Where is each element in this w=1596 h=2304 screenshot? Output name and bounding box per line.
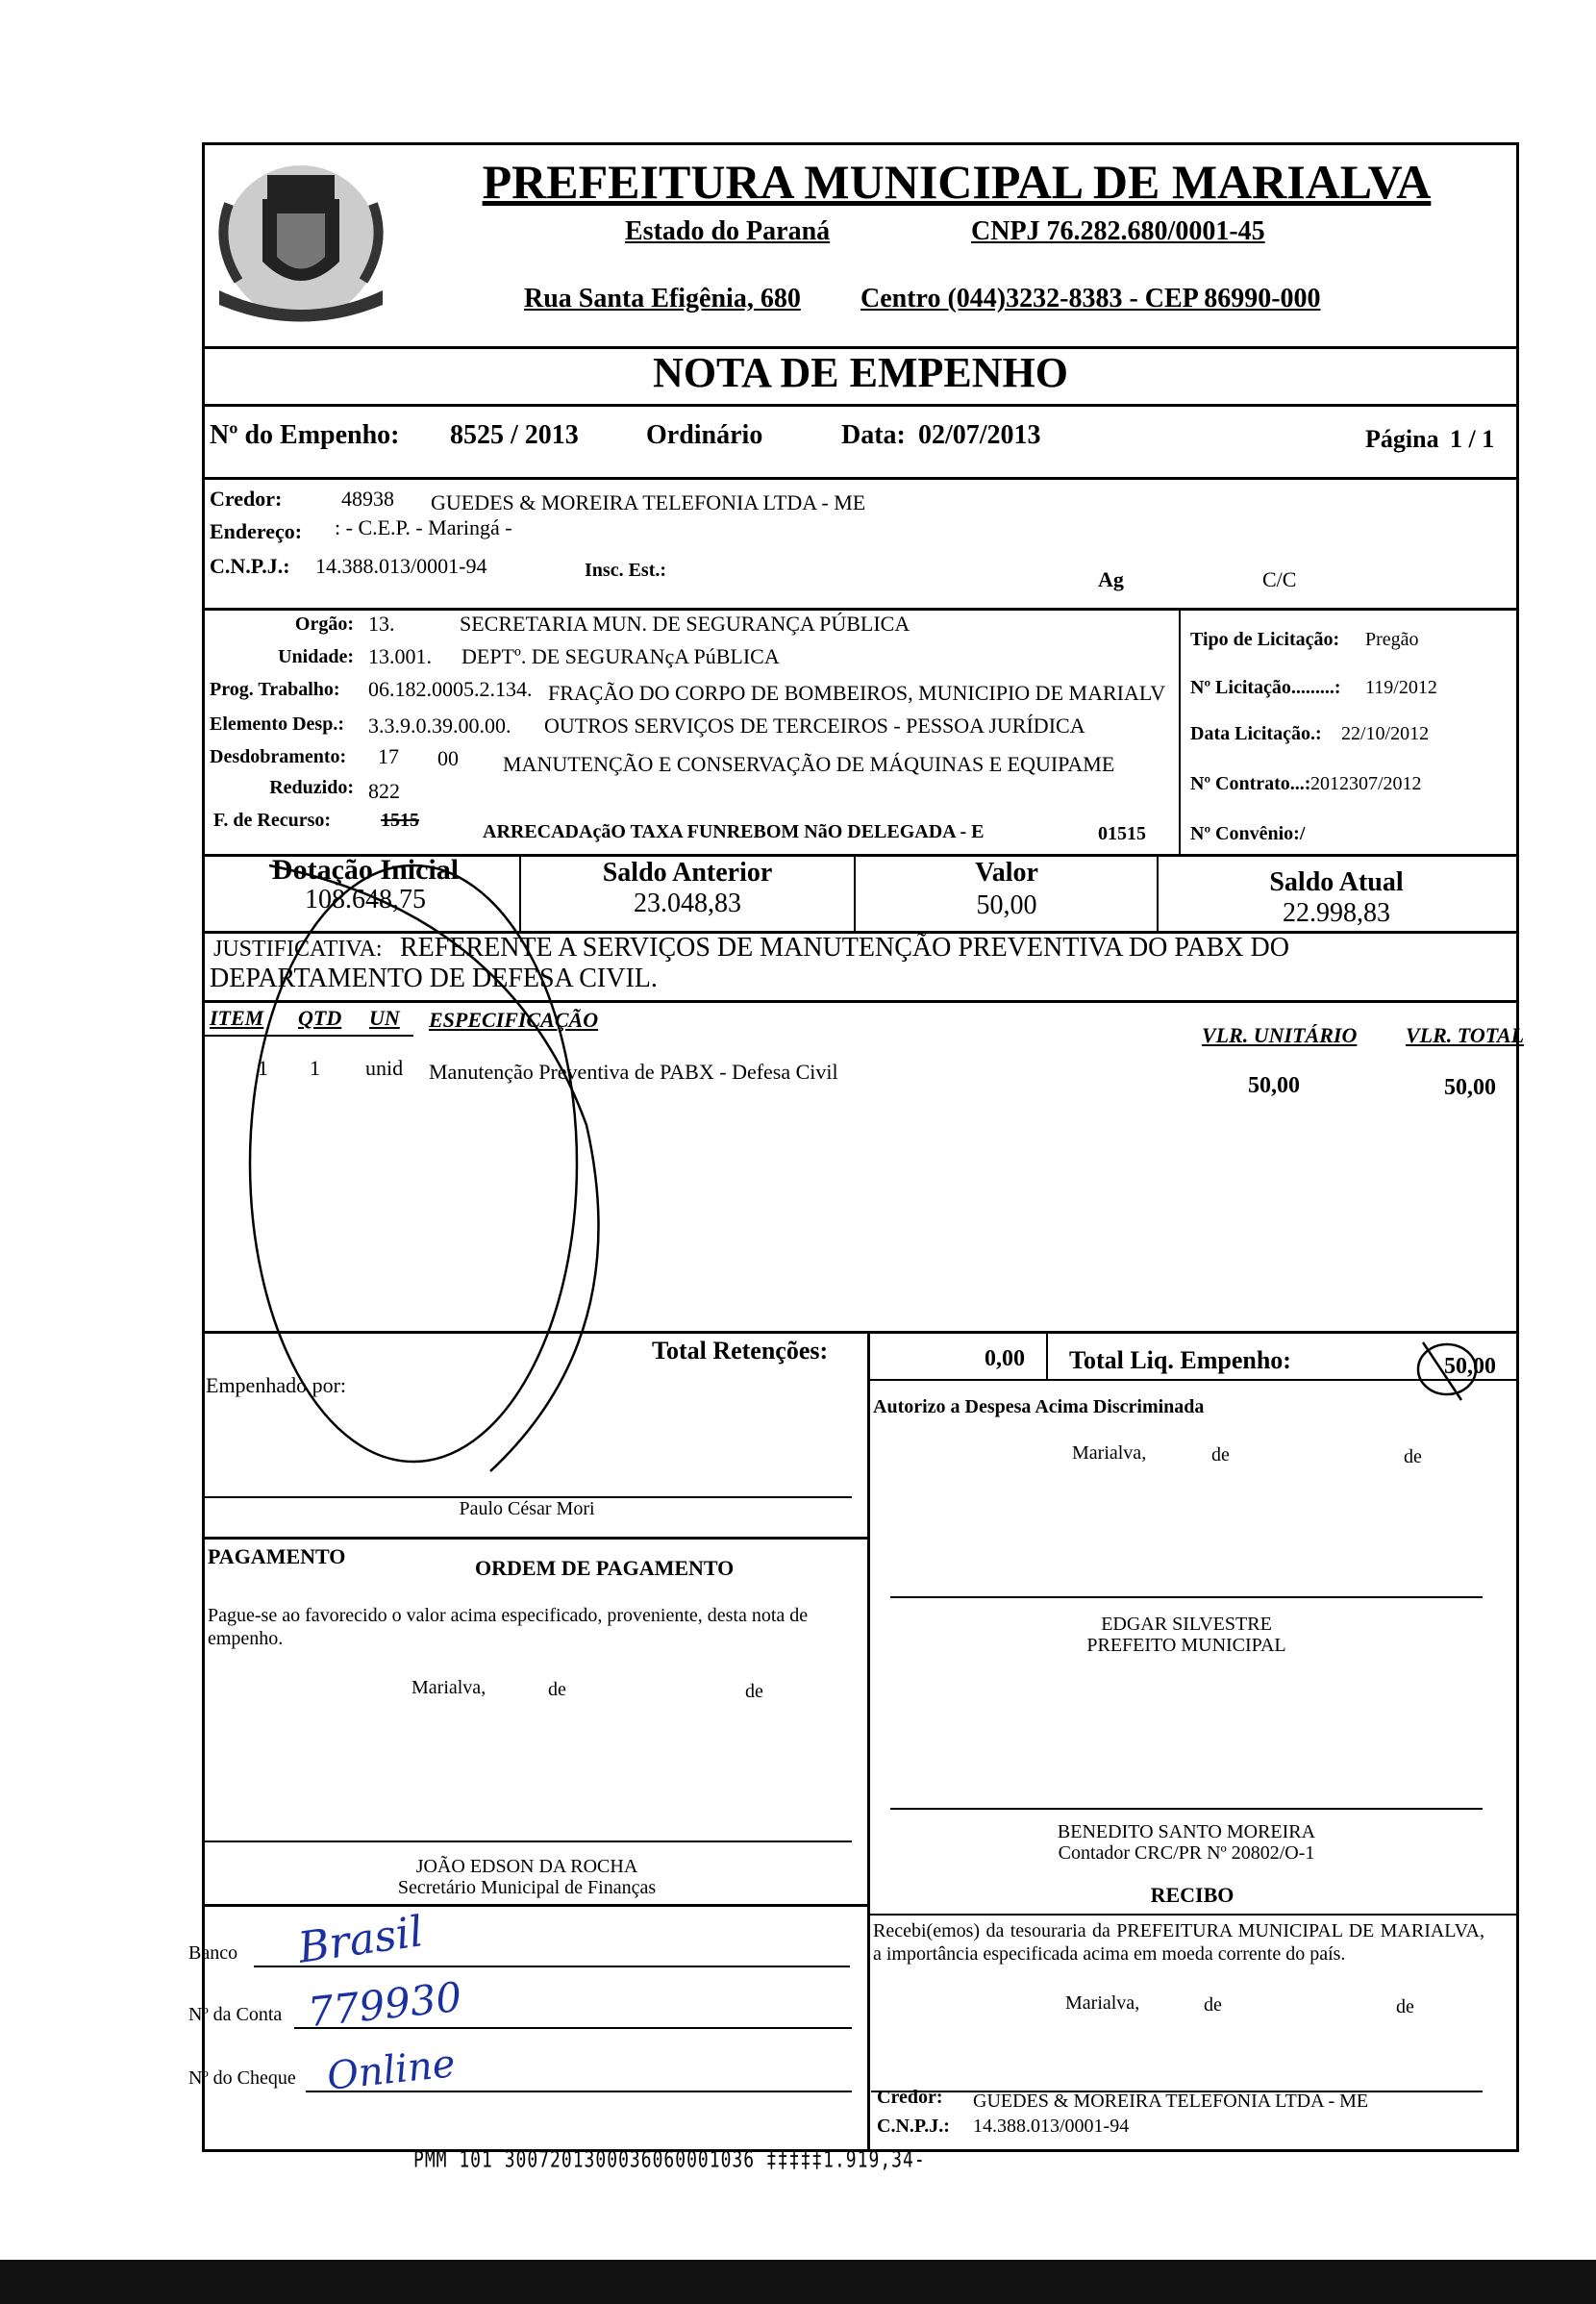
- banco-label: Banco: [188, 1942, 238, 1964]
- unidade-label: Unidade:: [278, 646, 354, 667]
- page-label: Página: [1365, 425, 1439, 453]
- autorizo-text: Autorizo a Despesa Acima Discriminada: [873, 1396, 1205, 1417]
- empenho-label: Nº do Empenho:: [210, 420, 400, 450]
- row-item: 1: [258, 1056, 268, 1080]
- banco-handwritten: Brasil: [295, 1907, 427, 1973]
- cc-label: C/C: [1262, 567, 1297, 591]
- handwritten-oval-mark: [173, 837, 673, 1490]
- credor-name: GUEDES & MOREIRA TELEFONIA LTDA - ME: [431, 490, 866, 514]
- orgao-label: Orgão:: [294, 614, 354, 635]
- header-title: PREFEITURA MUNICIPAL DE MARIALVA: [482, 155, 1432, 209]
- contador-name: BENEDITO SANTO MOREIRA: [1057, 1821, 1316, 1842]
- divider: [202, 1904, 867, 1907]
- col-header-item: ITEM: [210, 1006, 264, 1030]
- empenho-number: 8525 / 2013: [450, 420, 579, 450]
- recibo-de2: de: [1396, 1996, 1414, 2017]
- doc-title: NOTA DE EMPENHO: [653, 349, 1068, 396]
- recibo-cnpj-label: C.N.P.J.:: [877, 2116, 950, 2137]
- divider: [867, 1331, 870, 1537]
- orgao-value: 13.: [368, 612, 395, 636]
- cheque-label: Nº do Cheque: [188, 2067, 296, 2089]
- pagamento-label: PAGAMENTO: [208, 1544, 346, 1568]
- divider: [854, 854, 856, 931]
- desdob-a: 17: [378, 744, 399, 768]
- recurso-desc: ARRECADAçãO TAXA FUNREBOM NãO DELEGADA - E: [483, 821, 985, 842]
- col-header-qtd: QTD: [298, 1006, 342, 1030]
- scan-edge: [0, 2260, 1596, 2304]
- signature-line: [890, 1808, 1483, 1810]
- dotacao-value: 108.648,75: [305, 885, 426, 914]
- dotacao-label: Dotação Inicial: [271, 854, 460, 886]
- col-header-especificacao: ESPECIFICAÇÃO: [429, 1008, 599, 1032]
- endereco-label: Endereço:: [210, 519, 303, 543]
- recibo-credor-label: Credor:: [877, 2087, 943, 2108]
- secretario-name: JOÃO EDSON DA ROCHA: [415, 1856, 638, 1877]
- credor-code: 48938: [341, 487, 394, 511]
- ordem-pagamento-label: ORDEM DE PAGAMENTO: [475, 1556, 735, 1580]
- elemento-label: Elemento Desp.:: [210, 714, 344, 735]
- divider: [1179, 608, 1181, 856]
- cheque-handwritten: Online: [324, 2041, 458, 2099]
- prefeito-name: EDGAR SILVESTRE: [1101, 1614, 1272, 1635]
- prefeito-title: PREFEITO MUNICIPAL: [1086, 1635, 1286, 1656]
- divider: [202, 477, 1519, 480]
- empenho-date: 02/07/2013: [918, 420, 1041, 450]
- recibo-de1: de: [1204, 1994, 1222, 2016]
- empenhado-name: Paulo César Mori: [459, 1498, 595, 1519]
- contrato-value: 2012307/2012: [1310, 773, 1422, 794]
- page-number: 1 / 1: [1450, 425, 1495, 453]
- header-state: Estado do Paraná: [625, 216, 831, 246]
- contador-title: Contador CRC/PR Nº 20802/O-1: [1058, 1842, 1315, 1864]
- row-qtd: 1: [310, 1056, 320, 1080]
- divider: [1046, 1331, 1048, 1379]
- credor-label: Credor:: [210, 487, 283, 511]
- divider: [202, 404, 1519, 407]
- recibo-place: Marialva,: [1065, 1992, 1140, 2014]
- num-licitacao-label: Nº Licitação.........:: [1190, 677, 1341, 698]
- recurso-code: 01515: [1098, 823, 1146, 844]
- col-header-vlr-unitario: VLR. UNITÁRIO: [1202, 1023, 1358, 1047]
- recurso-value: 1515: [381, 810, 419, 831]
- empenho-date-label: Data:: [841, 420, 906, 450]
- num-licitacao: 119/2012: [1365, 677, 1437, 698]
- row-un: unid: [365, 1056, 404, 1080]
- header-district-phone-cep: Centro (044)3232-8383 - CEP 86990-000: [860, 284, 1321, 313]
- credor-cnpj-label: C.N.P.J.:: [210, 554, 290, 578]
- saldo-anterior-label: Saldo Anterior: [602, 858, 773, 888]
- row-especificacao: Manutenção Preventiva de PABX - Defesa Civil: [429, 1060, 838, 1084]
- empenhado-label: Empenhado por:: [206, 1373, 347, 1397]
- convenio-label: Nº Convênio:/: [1190, 823, 1306, 844]
- footer-code: PMM 101 3007201300036060001036 ‡‡‡‡‡1.919,34-: [413, 2146, 926, 2174]
- signature-line: [202, 1841, 852, 1842]
- retencoes-value: 0,00: [985, 1346, 1025, 1371]
- saldo-atual-value: 22.998,83: [1283, 898, 1390, 928]
- conta-label: Nº da Conta: [188, 2004, 283, 2025]
- unidade-desc: DEPTº. DE SEGURANçA PúBLICA: [461, 644, 780, 668]
- prog-value: 06.182.0005.2.134.: [368, 677, 533, 701]
- header-cnpj: CNPJ 76.282.680/0001-45: [971, 216, 1265, 246]
- valor-value: 50,00: [976, 890, 1037, 920]
- endereco-value: : - C.E.P. - Maringá -: [335, 515, 512, 539]
- recibo-title: RECIBO: [1150, 1883, 1234, 1907]
- unidade-value: 13.001.: [368, 644, 432, 668]
- saldo-atual-label: Saldo Atual: [1269, 867, 1404, 897]
- autorizo-de1: de: [1211, 1444, 1230, 1465]
- conta-handwritten: 779930: [305, 1972, 464, 2037]
- pagamento-text: Pague-se ao favorecido o valor acima especificado, proveniente, desta nota de empenho.: [208, 1605, 809, 1649]
- justificativa-label: JUSTIFICATIVA:: [213, 937, 383, 962]
- recibo-credor: GUEDES & MOREIRA TELEFONIA LTDA - ME: [973, 2091, 1369, 2112]
- check-mark: [1404, 1333, 1490, 1410]
- recibo-cnpj: 14.388.013/0001-94: [973, 2116, 1130, 2137]
- liq-empenho-label: Total Liq. Empenho:: [1069, 1346, 1291, 1374]
- empenho-type: Ordinário: [646, 420, 763, 450]
- pagamento-de1: de: [548, 1679, 566, 1700]
- orgao-desc: SECRETARIA MUN. DE SEGURANÇA PÚBLICA: [460, 612, 910, 636]
- header-address: Rua Santa Efigênia, 680: [524, 284, 801, 313]
- coat-of-arms-seal: [210, 146, 392, 329]
- col-header-vlr-total: VLR. TOTAL: [1406, 1023, 1525, 1047]
- autorizo-de2: de: [1404, 1446, 1422, 1467]
- ag-label: Ag: [1098, 567, 1124, 591]
- divider: [867, 1914, 1519, 1916]
- retencoes-label: Total Retenções:: [652, 1337, 829, 1365]
- desdob-desc: MANUTENÇÃO E CONSERVAÇÃO DE MÁQUINAS E EQUIPAME: [503, 752, 1115, 776]
- prog-desc: FRAÇÃO DO CORPO DE BOMBEIROS, MUNICIPIO DE MARIALV: [548, 681, 1166, 705]
- col-header-un: UN: [369, 1006, 400, 1030]
- secretario-title: Secretário Municipal de Finanças: [397, 1877, 657, 1898]
- divider: [202, 1537, 867, 1540]
- valor-label: Valor: [975, 858, 1038, 888]
- recurso-label: F. de Recurso:: [213, 810, 332, 831]
- data-licitacao: 22/10/2012: [1341, 723, 1430, 744]
- tipo-licitacao-label: Tipo de Licitação:: [1190, 629, 1340, 650]
- pagamento-de2: de: [745, 1681, 763, 1702]
- prog-label: Prog. Trabalho:: [210, 679, 340, 700]
- tipo-licitacao: Pregão: [1365, 629, 1419, 650]
- credor-cnpj: 14.388.013/0001-94: [315, 554, 487, 578]
- justificativa-text-line1: REFERENTE A SERVIÇOS DE MANUTENÇÃO PREVENTIVA DO PABX DO: [400, 933, 1289, 963]
- reduzido-value: 822: [368, 779, 400, 803]
- reduzido-label: Reduzido:: [269, 777, 354, 798]
- recibo-text: Recebi(emos) da tesouraria da PREFEITURA MUNICIPAL DE MARIALVA, a importância especificada acima em moeda corrente do país.: [873, 1920, 1484, 1965]
- autorizo-place: Marialva,: [1072, 1442, 1147, 1464]
- signature-line: [890, 1596, 1483, 1598]
- divider: [867, 1537, 870, 2152]
- liq-empenho-value: 50,00: [1444, 1354, 1496, 1379]
- data-licitacao-label: Data Licitação.:: [1190, 723, 1322, 744]
- justificativa-text-line2: DEPARTAMENTO DE DEFESA CIVIL.: [210, 964, 658, 993]
- divider: [202, 608, 1519, 611]
- insc-est-label: Insc. Est.:: [585, 560, 667, 581]
- desdob-b: 00: [437, 746, 459, 770]
- row-vlr-unitario: 50,00: [1248, 1073, 1300, 1098]
- saldo-anterior-value: 23.048,83: [634, 889, 741, 918]
- elemento-value: 3.3.9.0.39.00.00.: [368, 714, 511, 738]
- contrato-label: Nº Contrato...:: [1190, 773, 1311, 794]
- row-vlr-total: 50,00: [1444, 1075, 1496, 1100]
- pagamento-place: Marialva,: [411, 1677, 486, 1698]
- elemento-desc: OUTROS SERVIÇOS DE TERCEIROS - PESSOA JURÍDICA: [544, 714, 1085, 738]
- desdob-label: Desdobramento:: [210, 746, 347, 767]
